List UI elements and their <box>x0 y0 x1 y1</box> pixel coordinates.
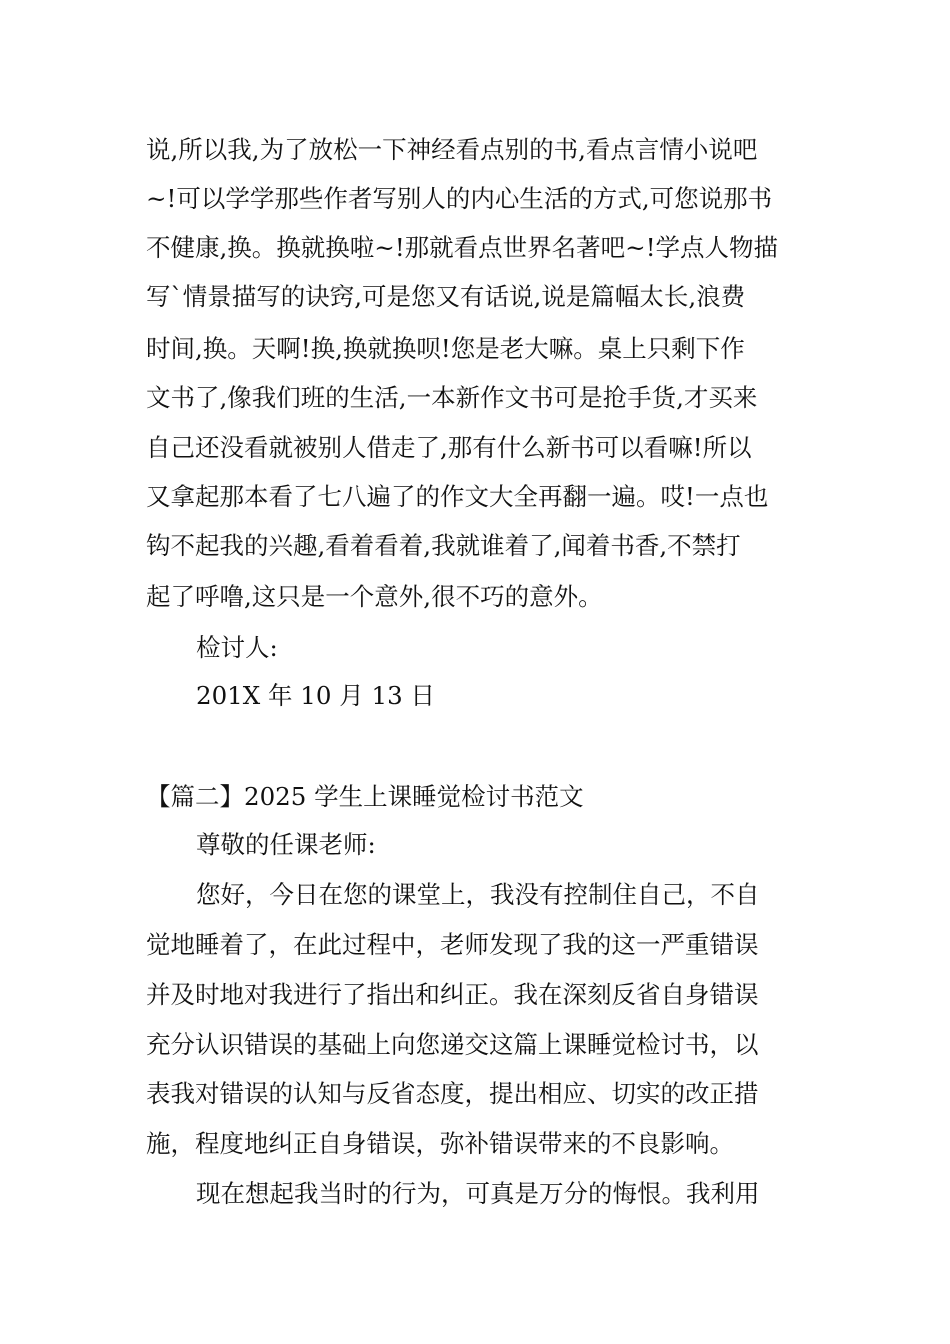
body-text-line: 又拿起那本看了七八遍了的作文大全再翻一遍。哎!一点也 <box>146 482 769 511</box>
body-text-line: 表我对错误的认知与反省态度，提出相应、切实的改正措 <box>146 1079 759 1108</box>
body-text-line: 时间,换。天啊!换,换就换呗!您是老大嘛。桌上只剩下作 <box>146 334 745 363</box>
section-heading: 【篇二】2025 学生上课睡觉检讨书范文 <box>146 782 584 811</box>
body-text-line: 写`情景描写的诀窍,可是您又有话说,说是篇幅太长,浪费 <box>146 282 746 311</box>
salutation: 尊敬的任课老师: <box>196 830 376 859</box>
signature-label: 检讨人: <box>196 633 278 662</box>
body-text-line: 钩不起我的兴趣,看着看着,我就谁着了,闻着书香,不禁打 <box>146 531 741 560</box>
signature-date: 201X 年 10 月 13 日 <box>196 681 435 710</box>
body-text-line: 现在想起我当时的行为，可真是万分的悔恨。我利用 <box>196 1179 760 1208</box>
body-text-line: 说,所以我,为了放松一下神经看点别的书,看点言情小说吧 <box>146 135 758 164</box>
body-text-line: 充分认识错误的基础上向您递交这篇上课睡觉检讨书，以 <box>146 1030 759 1059</box>
body-text-line: 觉地睡着了，在此过程中，老师发现了我的这一严重错误 <box>146 930 759 959</box>
body-text-line: ~!可以学学那些作者写别人的内心生活的方式,可您说那书 <box>146 184 773 213</box>
body-text-line: 起了呼噜,这只是一个意外,很不巧的意外。 <box>146 582 603 611</box>
body-text-line: 您好，今日在您的课堂上，我没有控制住自己，不自 <box>196 880 760 909</box>
body-text-line: 文书了,像我们班的生活,一本新作文书可是抢手货,才买来 <box>146 383 758 412</box>
body-text-line: 并及时地对我进行了指出和纠正。我在深刻反省自身错误 <box>146 980 759 1009</box>
body-text-line: 施，程度地纠正自身错误，弥补错误带来的不良影响。 <box>146 1129 734 1158</box>
body-text-line: 不健康,换。换就换啦~!那就看点世界名著吧~!学点人物描 <box>146 233 779 262</box>
body-text-line: 自己还没看就被别人借走了,那有什么新书可以看嘛!所以 <box>146 433 752 462</box>
